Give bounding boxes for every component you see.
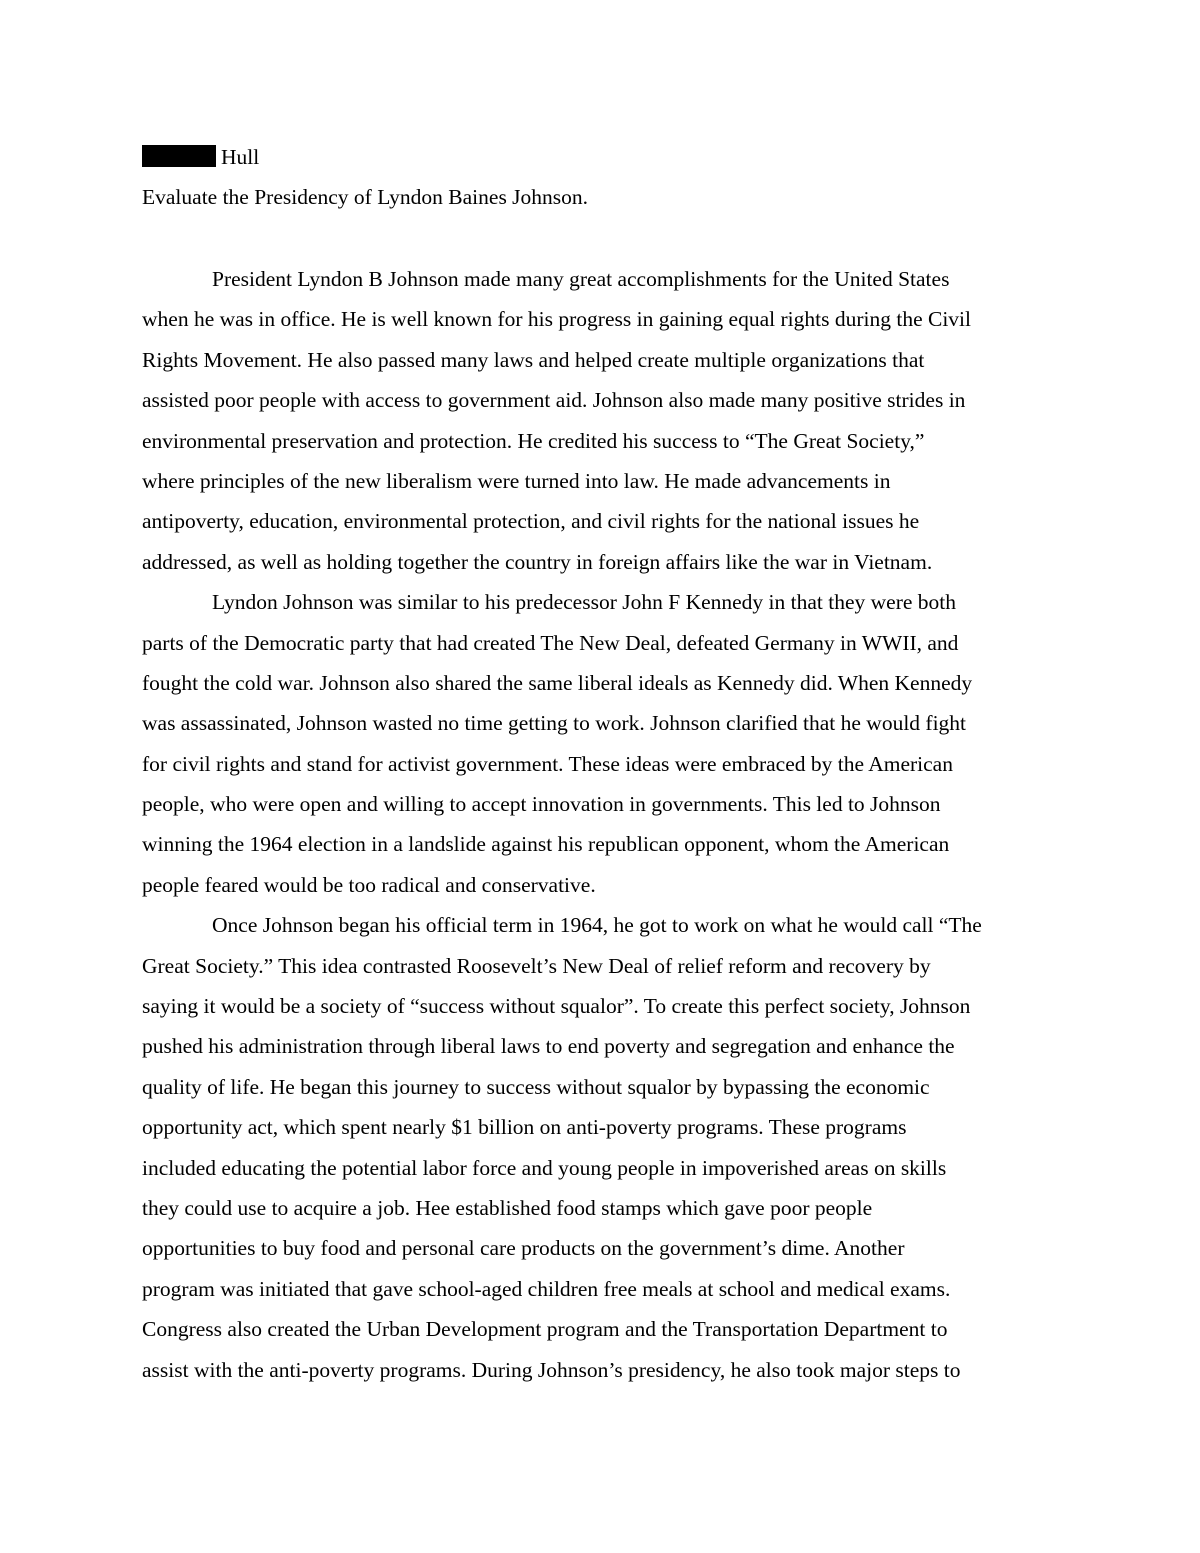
essay-body (142, 259, 1082, 1390)
body-line: antipoverty, education, environmental protection, and civil rights for the national issues he (142, 509, 920, 534)
body-line: President Lyndon B Johnson made many great accomplishments for the United States (212, 267, 950, 291)
student-surname: Hull (221, 145, 260, 169)
body-line: they could use to acquire a job. Hee established food stamps which gave poor people (142, 1195, 873, 1220)
author-line (142, 137, 259, 177)
body-line: when he was in office. He is well known for his progress in gaining equal rights during the Civil (142, 307, 971, 332)
body-line: people feared would be too radical and conservative. (142, 872, 596, 897)
body-line: was assassinated, Johnson wasted no time getting to work. Johnson clarified that he would fight (142, 711, 967, 736)
body-line: fought the cold war. Johnson also shared the same liberal ideals as Kennedy did. When Kennedy (142, 670, 973, 695)
body-line: assist with the anti-poverty programs. During Johnson’s presidency, he also took major steps to (142, 1357, 961, 1382)
body-line: Once Johnson began his official term in 1964, he got to work on what he would call “The (212, 913, 982, 938)
body-line: Congress also created the Urban Development program and the Transportation Department to (142, 1317, 948, 1342)
body-line: pushed his administration through liberal laws to end poverty and segregation and enhance the (142, 1034, 955, 1059)
body-line: saying it would be a society of “success without squalor”. To create this perfect society, Johnson (142, 994, 971, 1019)
body-line: parts of the Democratic party that had created The New Deal, defeated Germany in WWII, and (142, 630, 959, 655)
body-line: where principles of the new liberalism were turned into law. He made advancements in (142, 468, 891, 493)
body-line: Rights Movement. He also passed many laws and helped create multiple organizations that (142, 347, 925, 372)
body-line: Lyndon Johnson was similar to his predecessor John F Kennedy in that they were both (212, 590, 957, 615)
body-line: quality of life. He began this journey to success without squalor by bypassing the economic (142, 1074, 930, 1099)
body-line: opportunity act, which spent nearly $1 billion on anti-poverty programs. These programs (142, 1115, 907, 1140)
body-line: opportunities to buy food and personal care products on the government’s dime. Another (142, 1236, 905, 1261)
essay-title: Evaluate the Presidency of Lyndon Baines Johnson. (142, 185, 589, 209)
body-line: program was initiated that gave school-aged children free meals at school and medical exams. (142, 1276, 951, 1301)
body-line: winning the 1964 election in a landslide against his republican opponent, whom the American (142, 832, 950, 857)
body-line: environmental preservation and protection. He credited his success to “The Great Society,” (142, 428, 925, 453)
body-line: Great Society.” This idea contrasted Roosevelt’s New Deal of relief reform and recovery by (142, 953, 931, 978)
body-line: for civil rights and stand for activist government. These ideas were embraced by the American (142, 751, 953, 776)
body-line: assisted poor people with access to government aid. Johnson also made many positive strides in (142, 388, 966, 413)
body-line: people, who were open and willing to accept innovation in governments. This led to Johnson (142, 792, 941, 817)
redacted-name-block (142, 145, 216, 167)
body-line: addressed, as well as holding together the country in foreign affairs like the war in Vietnam. (142, 549, 933, 574)
body-line: included educating the potential labor force and young people in impoverished areas on skills (142, 1155, 947, 1180)
